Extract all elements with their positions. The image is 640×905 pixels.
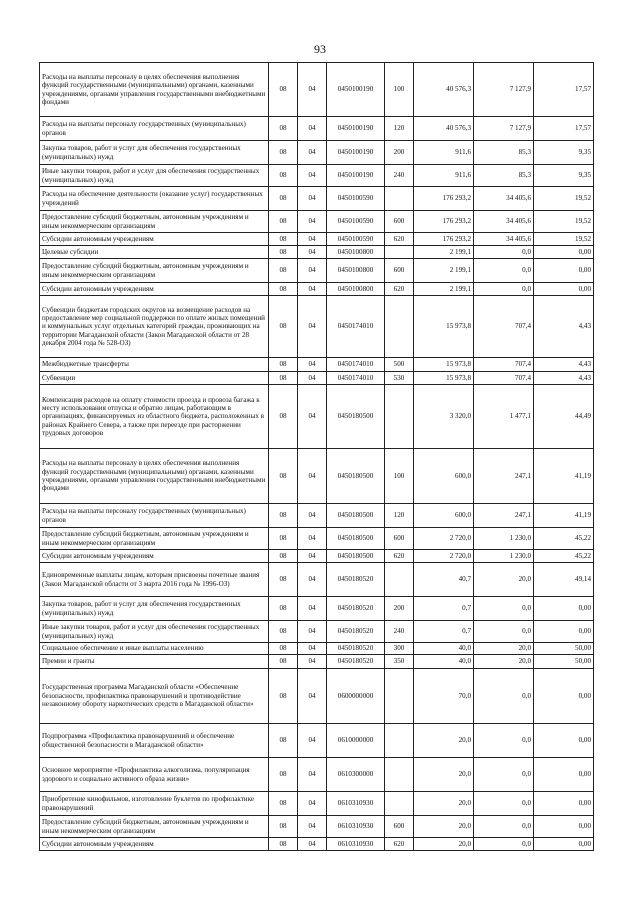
row-subsection-code: 04 xyxy=(298,550,327,563)
row-expense-type-code: 200 xyxy=(385,141,414,165)
row-section-code: 08 xyxy=(269,504,298,528)
table-row xyxy=(40,233,594,246)
table-row xyxy=(40,165,594,187)
row-section-code: 08 xyxy=(269,246,298,259)
row-execution-percent: 0,00 xyxy=(534,816,594,838)
row-section-code: 08 xyxy=(269,669,298,724)
table-row xyxy=(40,504,594,528)
row-execution-percent: 0,00 xyxy=(534,246,594,259)
row-target-article-code: 0450180520 xyxy=(327,643,385,655)
row-description: Приобретение кинофильмов, изготовление буклетов по профилактике правонарушений xyxy=(40,792,269,816)
table-row xyxy=(40,117,594,141)
row-target-article-code: 0450180500 xyxy=(327,385,385,449)
row-section-code: 08 xyxy=(269,296,298,358)
row-executed-amount: 1 477,1 xyxy=(474,385,534,449)
row-execution-percent: 0,00 xyxy=(534,259,594,283)
row-subsection-code: 04 xyxy=(298,63,327,117)
row-description: Закупка товаров, работ и услуг для обеспечения государственных (муниципальных) нужд xyxy=(40,597,269,621)
row-expense-type-code xyxy=(385,385,414,449)
row-target-article-code: 0450100190 xyxy=(327,141,385,165)
table-row xyxy=(40,358,594,372)
row-section-code: 08 xyxy=(269,165,298,187)
row-executed-amount: 85,3 xyxy=(474,165,534,187)
row-executed-amount: 0,0 xyxy=(474,758,534,792)
row-target-article-code: 0450180520 xyxy=(327,597,385,621)
budget-table-body xyxy=(40,63,594,851)
row-section-code: 08 xyxy=(269,187,298,211)
row-description: Предоставление субсидий бюджетным, автономным учреждениям и иным некоммерческим организациям xyxy=(40,211,269,233)
table-row xyxy=(40,792,594,816)
row-expense-type-code: 600 xyxy=(385,211,414,233)
row-description: Предоставление субсидий бюджетным, автономным учреждениям и иным некоммерческим организациям xyxy=(40,259,269,283)
row-planned-amount: 176 293,2 xyxy=(414,187,474,211)
row-subsection-code: 04 xyxy=(298,528,327,550)
row-target-article-code: 0450100590 xyxy=(327,211,385,233)
row-target-article-code: 0450174010 xyxy=(327,358,385,372)
row-target-article-code: 0450100190 xyxy=(327,117,385,141)
row-section-code: 08 xyxy=(269,211,298,233)
row-planned-amount: 911,6 xyxy=(414,165,474,187)
row-planned-amount: 15 973,8 xyxy=(414,372,474,385)
row-executed-amount: 0,0 xyxy=(474,792,534,816)
row-target-article-code: 0450100800 xyxy=(327,246,385,259)
row-subsection-code: 04 xyxy=(298,669,327,724)
row-planned-amount: 2 199,1 xyxy=(414,246,474,259)
row-description: Целевые субсидии xyxy=(40,246,269,259)
row-expense-type-code xyxy=(385,187,414,211)
row-target-article-code: 0450100590 xyxy=(327,187,385,211)
row-planned-amount: 176 293,2 xyxy=(414,211,474,233)
row-planned-amount: 600,0 xyxy=(414,449,474,504)
row-description: Государственная программа Магаданской области «Обеспечение безопасности, профилактика правонарушений и противодействие незаконному обороту наркотических средств в Магаданской области» xyxy=(40,669,269,724)
table-row xyxy=(40,550,594,563)
row-expense-type-code xyxy=(385,669,414,724)
row-execution-percent: 0,00 xyxy=(534,792,594,816)
row-description: Субсидии автономным учреждениям xyxy=(40,283,269,296)
row-section-code: 08 xyxy=(269,643,298,655)
row-executed-amount: 20,0 xyxy=(474,643,534,655)
row-execution-percent: 19,52 xyxy=(534,187,594,211)
page-number: 93 xyxy=(314,42,326,56)
row-section-code: 08 xyxy=(269,233,298,246)
row-expense-type-code xyxy=(385,792,414,816)
row-description: Основное мероприятие «Профилактика алкоголизма, популяризация здорового и социально активного образа жизни» xyxy=(40,758,269,792)
row-section-code: 08 xyxy=(269,63,298,117)
row-subsection-code: 04 xyxy=(298,385,327,449)
row-description: Расходы на выплаты персоналу в целях обеспечения выполнения функций государственными (муниципальными) органами, казенными учреждениями, органами управления государственными внебюджетными фондами xyxy=(40,63,269,117)
row-subsection-code: 04 xyxy=(298,211,327,233)
row-target-article-code: 0450180500 xyxy=(327,449,385,504)
table-row xyxy=(40,621,594,643)
row-description: Социальное обеспечение и иные выплаты населению xyxy=(40,643,269,655)
row-section-code: 08 xyxy=(269,655,298,669)
table-row xyxy=(40,724,594,758)
row-executed-amount: 0,0 xyxy=(474,283,534,296)
row-description: Межбюджетные трансферты xyxy=(40,358,269,372)
row-target-article-code: 0450174010 xyxy=(327,296,385,358)
row-execution-percent: 50,00 xyxy=(534,643,594,655)
row-description: Субсидии автономным учреждениям xyxy=(40,233,269,246)
row-executed-amount: 707,4 xyxy=(474,358,534,372)
row-subsection-code: 04 xyxy=(298,187,327,211)
row-planned-amount: 176 293,2 xyxy=(414,233,474,246)
row-subsection-code: 04 xyxy=(298,724,327,758)
table-row xyxy=(40,449,594,504)
table-row xyxy=(40,816,594,838)
row-subsection-code: 04 xyxy=(298,259,327,283)
row-description: Предоставление субсидий бюджетным, автономным учреждениям и иным некоммерческим организациям xyxy=(40,528,269,550)
row-planned-amount: 15 973,8 xyxy=(414,358,474,372)
row-description: Расходы на выплаты персоналу государственных (муниципальных) органов xyxy=(40,117,269,141)
row-planned-amount: 40,7 xyxy=(414,563,474,597)
row-planned-amount: 40,0 xyxy=(414,643,474,655)
row-expense-type-code xyxy=(385,296,414,358)
row-planned-amount: 600,0 xyxy=(414,504,474,528)
table-row xyxy=(40,655,594,669)
row-expense-type-code xyxy=(385,724,414,758)
row-expense-type-code: 100 xyxy=(385,449,414,504)
row-target-article-code: 0610300000 xyxy=(327,758,385,792)
row-executed-amount: 34 405,6 xyxy=(474,211,534,233)
row-planned-amount: 2 720,0 xyxy=(414,550,474,563)
row-subsection-code: 04 xyxy=(298,283,327,296)
row-section-code: 08 xyxy=(269,563,298,597)
row-executed-amount: 34 405,6 xyxy=(474,233,534,246)
row-target-article-code: 0450180500 xyxy=(327,550,385,563)
row-target-article-code: 0610310930 xyxy=(327,792,385,816)
table-row xyxy=(40,669,594,724)
row-execution-percent: 45,22 xyxy=(534,528,594,550)
row-executed-amount: 707,4 xyxy=(474,296,534,358)
row-executed-amount: 707,4 xyxy=(474,372,534,385)
row-execution-percent: 19,52 xyxy=(534,233,594,246)
row-subsection-code: 04 xyxy=(298,358,327,372)
row-execution-percent: 45,22 xyxy=(534,550,594,563)
row-section-code: 08 xyxy=(269,372,298,385)
row-section-code: 08 xyxy=(269,259,298,283)
row-executed-amount: 247,1 xyxy=(474,504,534,528)
row-expense-type-code: 530 xyxy=(385,372,414,385)
row-planned-amount: 70,0 xyxy=(414,669,474,724)
row-expense-type-code: 600 xyxy=(385,528,414,550)
row-planned-amount: 0,7 xyxy=(414,597,474,621)
row-planned-amount: 911,6 xyxy=(414,141,474,165)
row-subsection-code: 04 xyxy=(298,621,327,643)
table-row xyxy=(40,141,594,165)
table-row xyxy=(40,211,594,233)
row-planned-amount: 20,0 xyxy=(414,758,474,792)
row-target-article-code: 0600000000 xyxy=(327,669,385,724)
row-execution-percent: 9,35 xyxy=(534,141,594,165)
table-row xyxy=(40,187,594,211)
row-section-code: 08 xyxy=(269,724,298,758)
row-executed-amount: 0,0 xyxy=(474,246,534,259)
row-expense-type-code: 120 xyxy=(385,117,414,141)
row-executed-amount: 7 127,9 xyxy=(474,63,534,117)
row-subsection-code: 04 xyxy=(298,117,327,141)
row-subsection-code: 04 xyxy=(298,246,327,259)
row-subsection-code: 04 xyxy=(298,655,327,669)
row-target-article-code: 0450100800 xyxy=(327,259,385,283)
row-execution-percent: 4,43 xyxy=(534,358,594,372)
row-target-article-code: 0450174010 xyxy=(327,372,385,385)
row-description: Единовременные выплаты лицам, которым присвоены почетные звания (Закон Магаданской области от 3 марта 2016 года № 1996-ОЗ) xyxy=(40,563,269,597)
row-subsection-code: 04 xyxy=(298,597,327,621)
row-execution-percent: 17,57 xyxy=(534,63,594,117)
row-target-article-code: 0610310930 xyxy=(327,816,385,838)
row-subsection-code: 04 xyxy=(298,758,327,792)
row-expense-type-code: 300 xyxy=(385,643,414,655)
row-expense-type-code: 620 xyxy=(385,283,414,296)
row-section-code: 08 xyxy=(269,621,298,643)
row-section-code: 08 xyxy=(269,528,298,550)
table-row xyxy=(40,296,594,358)
row-executed-amount: 20,0 xyxy=(474,655,534,669)
row-section-code: 08 xyxy=(269,758,298,792)
row-subsection-code: 04 xyxy=(298,643,327,655)
row-target-article-code: 0450180520 xyxy=(327,655,385,669)
row-subsection-code: 04 xyxy=(298,792,327,816)
table-row xyxy=(40,643,594,655)
row-description: Расходы на выплаты персоналу государственных (муниципальных) органов xyxy=(40,504,269,528)
row-target-article-code: 0450100590 xyxy=(327,233,385,246)
row-execution-percent: 49,14 xyxy=(534,563,594,597)
row-description: Расходы на обеспечение деятельности (оказание услуг) государственных учреждений xyxy=(40,187,269,211)
row-execution-percent: 0,00 xyxy=(534,283,594,296)
row-execution-percent: 17,57 xyxy=(534,117,594,141)
row-target-article-code: 0450100800 xyxy=(327,283,385,296)
row-executed-amount: 0,0 xyxy=(474,597,534,621)
row-section-code: 08 xyxy=(269,550,298,563)
row-subsection-code: 04 xyxy=(298,816,327,838)
row-execution-percent: 50,00 xyxy=(534,655,594,669)
row-target-article-code: 0450100190 xyxy=(327,165,385,187)
row-expense-type-code: 240 xyxy=(385,165,414,187)
row-subsection-code: 04 xyxy=(298,504,327,528)
row-description: Расходы на выплаты персоналу в целях обеспечения выполнения функций государственными (муниципальными) органами, казенными учреждениями, органами управления государственными внебюджетными фондами xyxy=(40,449,269,504)
row-subsection-code: 04 xyxy=(298,563,327,597)
row-execution-percent: 19,52 xyxy=(534,211,594,233)
table-row xyxy=(40,597,594,621)
row-executed-amount: 0,0 xyxy=(474,838,534,851)
row-planned-amount: 40 576,3 xyxy=(414,117,474,141)
row-target-article-code: 0610000000 xyxy=(327,724,385,758)
row-section-code: 08 xyxy=(269,117,298,141)
row-execution-percent: 0,00 xyxy=(534,597,594,621)
row-subsection-code: 04 xyxy=(298,449,327,504)
row-subsection-code: 04 xyxy=(298,838,327,851)
row-expense-type-code: 620 xyxy=(385,838,414,851)
row-expense-type-code: 600 xyxy=(385,816,414,838)
row-planned-amount: 3 320,0 xyxy=(414,385,474,449)
row-subsection-code: 04 xyxy=(298,165,327,187)
row-expense-type-code: 350 xyxy=(385,655,414,669)
table-row xyxy=(40,63,594,117)
row-expense-type-code: 620 xyxy=(385,550,414,563)
table-row xyxy=(40,838,594,851)
table-row xyxy=(40,259,594,283)
row-planned-amount: 2 199,1 xyxy=(414,259,474,283)
row-executed-amount: 7 127,9 xyxy=(474,117,534,141)
row-subsection-code: 04 xyxy=(298,141,327,165)
row-target-article-code: 0450100190 xyxy=(327,63,385,117)
row-executed-amount: 20,0 xyxy=(474,563,534,597)
row-subsection-code: 04 xyxy=(298,296,327,358)
row-description: Субвенции xyxy=(40,372,269,385)
table-row xyxy=(40,372,594,385)
row-description: Закупка товаров, работ и услуг для обеспечения государственных (муниципальных) нужд xyxy=(40,141,269,165)
row-expense-type-code: 120 xyxy=(385,504,414,528)
table-row xyxy=(40,563,594,597)
row-expense-type-code: 240 xyxy=(385,621,414,643)
row-planned-amount: 20,0 xyxy=(414,792,474,816)
row-executed-amount: 1 230,0 xyxy=(474,528,534,550)
row-expense-type-code: 500 xyxy=(385,358,414,372)
row-planned-amount: 0,7 xyxy=(414,621,474,643)
row-planned-amount: 40 576,3 xyxy=(414,63,474,117)
row-description: Компенсация расходов на оплату стоимости проезда и провоза багажа к месту использования отпуска и обратно лицам, работающим в организациях, финансируемых из областного бюджета, расположенных в районах Крайнего Севера, а также при переезде при расторжении трудовых договоров xyxy=(40,385,269,449)
table-row xyxy=(40,246,594,259)
row-expense-type-code: 100 xyxy=(385,63,414,117)
row-subsection-code: 04 xyxy=(298,372,327,385)
row-execution-percent: 44,49 xyxy=(534,385,594,449)
row-expense-type-code: 620 xyxy=(385,233,414,246)
row-execution-percent: 0,00 xyxy=(534,758,594,792)
row-expense-type-code xyxy=(385,758,414,792)
row-planned-amount: 15 973,8 xyxy=(414,296,474,358)
row-description: Иные закупки товаров, работ и услуг для обеспечения государственных (муниципальных) нужд xyxy=(40,165,269,187)
row-execution-percent: 4,43 xyxy=(534,296,594,358)
row-executed-amount: 247,1 xyxy=(474,449,534,504)
row-executed-amount: 34 405,6 xyxy=(474,187,534,211)
row-section-code: 08 xyxy=(269,816,298,838)
row-execution-percent: 0,00 xyxy=(534,669,594,724)
row-section-code: 08 xyxy=(269,385,298,449)
table-row xyxy=(40,385,594,449)
row-planned-amount: 20,0 xyxy=(414,724,474,758)
row-section-code: 08 xyxy=(269,358,298,372)
row-target-article-code: 0450180520 xyxy=(327,621,385,643)
row-target-article-code: 0610310930 xyxy=(327,838,385,851)
row-description: Подпрограмма «Профилактика правонарушений и обеспечение общественной безопасности в Магаданской области» xyxy=(40,724,269,758)
row-section-code: 08 xyxy=(269,449,298,504)
row-executed-amount: 0,0 xyxy=(474,816,534,838)
row-section-code: 08 xyxy=(269,838,298,851)
row-description: Субвенции бюджетам городских округов на возмещение расходов на предоставление мер социальной поддержки по оплате жилых помещений и коммунальных услуг отдельных категорий граждан, проживающих на территории Магаданской области (Закон Магаданской области от 28 декабря 2004 года № 528-ОЗ) xyxy=(40,296,269,358)
row-execution-percent: 9,35 xyxy=(534,165,594,187)
row-executed-amount: 0,0 xyxy=(474,621,534,643)
row-planned-amount: 2 199,1 xyxy=(414,283,474,296)
table-row xyxy=(40,283,594,296)
row-target-article-code: 0450180500 xyxy=(327,528,385,550)
row-expense-type-code: 600 xyxy=(385,259,414,283)
row-planned-amount: 20,0 xyxy=(414,838,474,851)
row-section-code: 08 xyxy=(269,141,298,165)
row-planned-amount: 40,0 xyxy=(414,655,474,669)
row-executed-amount: 0,0 xyxy=(474,259,534,283)
row-section-code: 08 xyxy=(269,597,298,621)
row-planned-amount: 20,0 xyxy=(414,816,474,838)
row-description: Премии и гранты xyxy=(40,655,269,669)
row-execution-percent: 41,19 xyxy=(534,504,594,528)
row-description: Предоставление субсидий бюджетным, автономным учреждениям и иным некоммерческим организациям xyxy=(40,816,269,838)
row-description: Субсидии автономным учреждениям xyxy=(40,838,269,851)
row-section-code: 08 xyxy=(269,283,298,296)
row-planned-amount: 2 720,0 xyxy=(414,528,474,550)
row-expense-type-code xyxy=(385,246,414,259)
row-execution-percent: 41,19 xyxy=(534,449,594,504)
row-execution-percent: 0,00 xyxy=(534,838,594,851)
row-target-article-code: 0450180500 xyxy=(327,504,385,528)
budget-table xyxy=(39,62,594,851)
row-executed-amount: 1 230,0 xyxy=(474,550,534,563)
row-description: Иные закупки товаров, работ и услуг для обеспечения государственных (муниципальных) нужд xyxy=(40,621,269,643)
table-row xyxy=(40,528,594,550)
row-execution-percent: 4,43 xyxy=(534,372,594,385)
row-executed-amount: 0,0 xyxy=(474,669,534,724)
row-target-article-code: 0450180520 xyxy=(327,563,385,597)
row-execution-percent: 0,00 xyxy=(534,724,594,758)
row-section-code: 08 xyxy=(269,792,298,816)
row-executed-amount: 85,3 xyxy=(474,141,534,165)
row-execution-percent: 0,00 xyxy=(534,621,594,643)
row-subsection-code: 04 xyxy=(298,233,327,246)
row-expense-type-code xyxy=(385,563,414,597)
row-description: Субсидии автономным учреждениям xyxy=(40,550,269,563)
row-expense-type-code: 200 xyxy=(385,597,414,621)
row-executed-amount: 0,0 xyxy=(474,724,534,758)
table-row xyxy=(40,758,594,792)
